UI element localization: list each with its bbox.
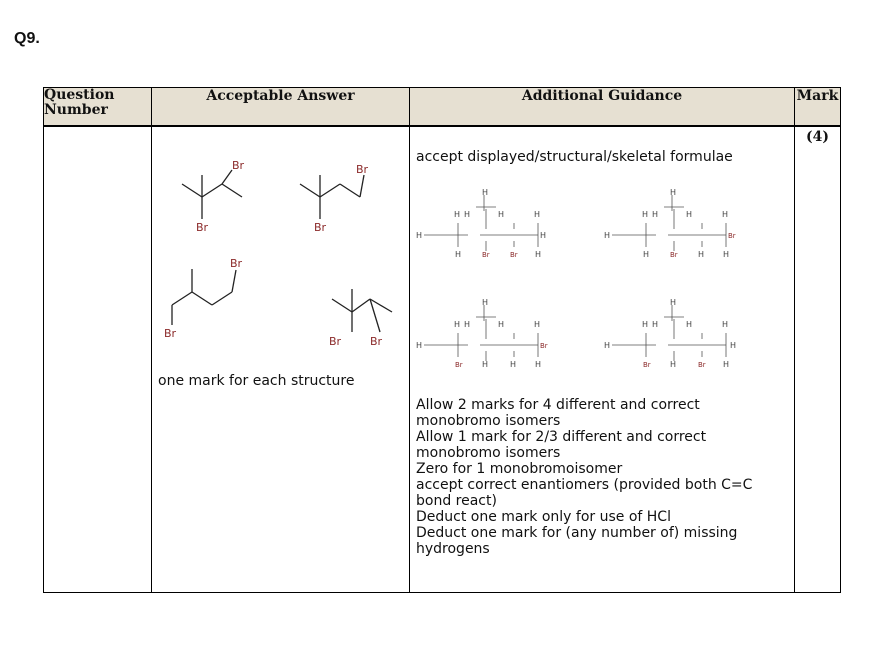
br-label: Br [510, 250, 518, 259]
formula-1 [416, 189, 546, 259]
h-label: H [416, 230, 423, 240]
h-label: H [730, 340, 737, 350]
h-label: H [670, 297, 677, 307]
h-label: H [722, 209, 729, 219]
mark-value: (4) [806, 128, 829, 145]
br-label: Br [356, 162, 369, 176]
br-label: Br [455, 360, 463, 369]
guidance-line: accept correct enantiomers (provided both C=C bond react) [416, 476, 753, 509]
guidance-line: Zero for 1 monobromoisomer [416, 460, 623, 477]
question-number-cell [44, 126, 152, 593]
h-label: H [534, 209, 541, 219]
question-label: Q9. [14, 30, 40, 47]
br-label: Br [482, 250, 490, 259]
h-label: H [723, 359, 730, 369]
br-label: Br [643, 360, 651, 369]
h-label: H [482, 297, 489, 307]
br-label: Br [314, 220, 327, 234]
header-question-number: Question Number [44, 88, 152, 126]
h-label: H [670, 188, 677, 197]
h-label: H [464, 209, 471, 219]
h-label: H [534, 319, 541, 329]
formula-4 [604, 298, 736, 369]
mark-scheme-table [43, 87, 841, 593]
guidance-line: Deduct one mark only for use of HCl [416, 508, 671, 525]
h-label: H [652, 319, 659, 329]
h-label: H [455, 249, 462, 259]
h-label: H [510, 359, 517, 369]
br-label: Br [196, 220, 209, 234]
h-label: H [652, 209, 659, 219]
h-label: H [698, 249, 705, 259]
br-label: Br [370, 334, 383, 348]
h-label: H [498, 319, 505, 329]
h-label: H [723, 249, 730, 259]
h-label: H [535, 359, 542, 369]
br-label: Br [164, 326, 177, 340]
h-label: H [686, 209, 693, 219]
h-label: H [686, 319, 693, 329]
h-label: H [642, 319, 649, 329]
h-label: H [454, 319, 461, 329]
br-label: Br [230, 256, 243, 270]
br-label: Br [670, 250, 678, 259]
h-label: H [498, 209, 505, 219]
h-label: H [670, 359, 677, 369]
h-label: H [454, 209, 461, 219]
h-label: H [642, 209, 649, 219]
h-label: H [540, 230, 547, 240]
br-label: Br [329, 334, 342, 348]
formula-2 [604, 189, 736, 259]
header-acceptable-answer: Acceptable Answer [152, 88, 410, 126]
br-label: Br [698, 360, 706, 369]
answer-note: one mark for each structure [158, 372, 355, 389]
h-label: H [604, 230, 611, 240]
br-label: Br [232, 158, 245, 172]
h-label: H [535, 249, 542, 259]
acceptable-answer-cell [152, 126, 410, 593]
h-label: H [464, 319, 471, 329]
formula-3 [416, 298, 548, 369]
h-label: H [482, 188, 489, 197]
header-mark: Mark [795, 88, 841, 126]
skeletal-structures [152, 127, 408, 367]
accept-note: accept displayed/structural/skeletal formulae [416, 148, 733, 165]
mark-cell [795, 126, 841, 593]
h-label: H [643, 249, 650, 259]
guidance-line: Allow 2 marks for 4 different and correct monobromo isomers [416, 396, 700, 429]
guidance-text [416, 397, 786, 557]
additional-guidance-cell [410, 126, 795, 593]
header-additional-guidance: Additional Guidance [410, 88, 795, 126]
displayed-formulae [410, 189, 794, 389]
h-label: H [416, 340, 423, 350]
guidance-line: Allow 1 mark for 2/3 different and correct monobromo isomers [416, 428, 707, 461]
h-label: H [604, 340, 611, 350]
br-label: Br [728, 231, 736, 240]
guidance-line: Deduct one mark for (any number of) missing hydrogens [416, 524, 738, 557]
br-label: Br [540, 341, 548, 350]
h-label: H [482, 359, 489, 369]
h-label: H [722, 319, 729, 329]
